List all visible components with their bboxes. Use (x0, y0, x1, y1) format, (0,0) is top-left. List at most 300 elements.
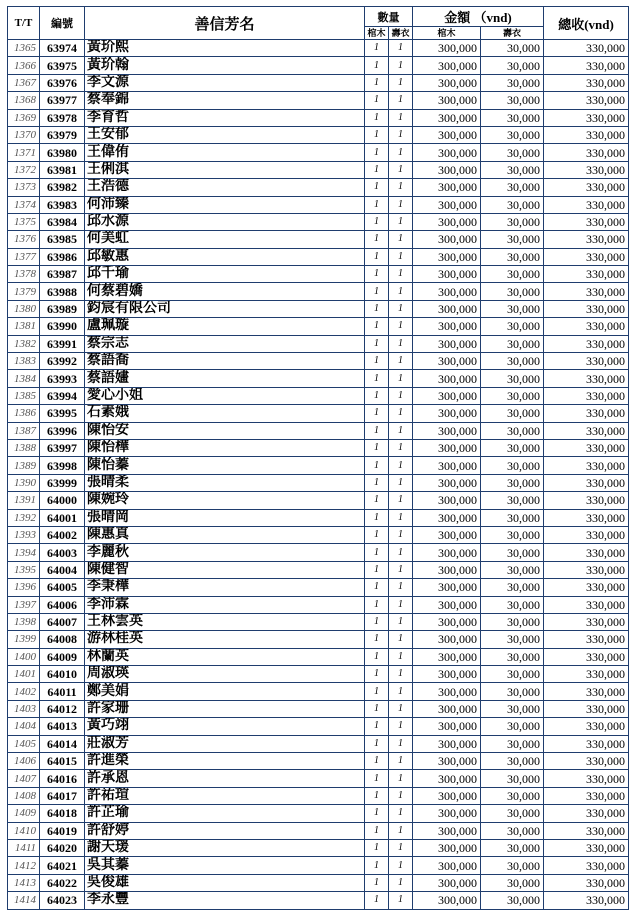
donor-name: 邱敏惠 (85, 248, 365, 265)
row-number: 1393 (8, 526, 40, 543)
total-amount: 330,000 (544, 457, 629, 474)
total-amount: 330,000 (544, 805, 629, 822)
quantity-coffin: 1 (365, 596, 389, 613)
row-number: 1369 (8, 109, 40, 126)
amount-coffin: 300,000 (413, 422, 481, 439)
amount-shroud: 30,000 (481, 544, 544, 561)
donor-name: 陳怡蓁 (85, 457, 365, 474)
row-number: 1383 (8, 353, 40, 370)
total-amount: 330,000 (544, 666, 629, 683)
donor-name: 許芷瑜 (85, 805, 365, 822)
quantity-coffin: 1 (365, 526, 389, 543)
header-tt: T/T (8, 7, 40, 40)
total-amount: 330,000 (544, 892, 629, 909)
row-number: 1384 (8, 370, 40, 387)
row-number: 1404 (8, 718, 40, 735)
amount-coffin: 300,000 (413, 596, 481, 613)
total-amount: 330,000 (544, 109, 629, 126)
table-row (8, 700, 629, 717)
table-row (8, 822, 629, 839)
amount-coffin: 300,000 (413, 126, 481, 143)
quantity-shroud: 1 (389, 596, 413, 613)
amount-coffin: 300,000 (413, 805, 481, 822)
donor-code: 64017 (40, 787, 85, 804)
table-row (8, 718, 629, 735)
table-row (8, 266, 629, 283)
quantity-coffin: 1 (365, 405, 389, 422)
quantity-shroud: 1 (389, 405, 413, 422)
quantity-coffin: 1 (365, 892, 389, 909)
donor-name: 許家珊 (85, 700, 365, 717)
quantity-coffin: 1 (365, 613, 389, 630)
row-number: 1370 (8, 126, 40, 143)
total-amount: 330,000 (544, 266, 629, 283)
amount-shroud: 30,000 (481, 126, 544, 143)
donor-code: 64015 (40, 753, 85, 770)
amount-shroud: 30,000 (481, 735, 544, 752)
row-number: 1373 (8, 179, 40, 196)
total-amount: 330,000 (544, 92, 629, 109)
quantity-coffin: 1 (365, 787, 389, 804)
amount-coffin: 300,000 (413, 387, 481, 404)
table-row (8, 596, 629, 613)
total-amount: 330,000 (544, 439, 629, 456)
amount-coffin: 300,000 (413, 439, 481, 456)
amount-shroud: 30,000 (481, 561, 544, 578)
donor-name: 蔡語喬 (85, 353, 365, 370)
total-amount: 330,000 (544, 387, 629, 404)
donor-name: 吳俊雄 (85, 874, 365, 891)
row-number: 1414 (8, 892, 40, 909)
donor-code: 64014 (40, 735, 85, 752)
amount-shroud: 30,000 (481, 161, 544, 178)
donor-code: 63977 (40, 92, 85, 109)
table-row (8, 631, 629, 648)
table-row (8, 405, 629, 422)
quantity-coffin: 1 (365, 40, 389, 57)
amount-shroud: 30,000 (481, 700, 544, 717)
donor-code: 63990 (40, 318, 85, 335)
donor-name: 陳婉玲 (85, 492, 365, 509)
amount-coffin: 300,000 (413, 874, 481, 891)
quantity-coffin: 1 (365, 74, 389, 91)
amount-coffin: 300,000 (413, 683, 481, 700)
donor-name: 莊淑芳 (85, 735, 365, 752)
row-number: 1409 (8, 805, 40, 822)
quantity-shroud: 1 (389, 561, 413, 578)
donor-code: 63975 (40, 57, 85, 74)
quantity-shroud: 1 (389, 666, 413, 683)
amount-coffin: 300,000 (413, 700, 481, 717)
total-amount: 330,000 (544, 857, 629, 874)
quantity-shroud: 1 (389, 266, 413, 283)
table-row (8, 370, 629, 387)
row-number: 1375 (8, 213, 40, 230)
amount-shroud: 30,000 (481, 353, 544, 370)
amount-coffin: 300,000 (413, 161, 481, 178)
row-number: 1411 (8, 839, 40, 856)
donor-name: 王俐淇 (85, 161, 365, 178)
row-number: 1374 (8, 196, 40, 213)
row-number: 1366 (8, 57, 40, 74)
amount-coffin: 300,000 (413, 74, 481, 91)
table-row (8, 874, 629, 891)
row-number: 1401 (8, 666, 40, 683)
row-number: 1408 (8, 787, 40, 804)
donor-name: 王林雲英 (85, 613, 365, 630)
quantity-shroud: 1 (389, 144, 413, 161)
table-row (8, 74, 629, 91)
amount-coffin: 300,000 (413, 40, 481, 57)
amount-shroud: 30,000 (481, 509, 544, 526)
total-amount: 330,000 (544, 787, 629, 804)
amount-shroud: 30,000 (481, 874, 544, 891)
row-number: 1365 (8, 40, 40, 57)
total-amount: 330,000 (544, 509, 629, 526)
total-amount: 330,000 (544, 126, 629, 143)
header-amount-shroud: 壽衣 (481, 27, 544, 40)
total-amount: 330,000 (544, 700, 629, 717)
donor-code: 63998 (40, 457, 85, 474)
header-code: 編號 (40, 7, 85, 40)
table-row (8, 753, 629, 770)
row-number: 1406 (8, 753, 40, 770)
amount-coffin: 300,000 (413, 300, 481, 317)
quantity-shroud: 1 (389, 526, 413, 543)
amount-coffin: 300,000 (413, 492, 481, 509)
amount-shroud: 30,000 (481, 596, 544, 613)
quantity-coffin: 1 (365, 387, 389, 404)
quantity-coffin: 1 (365, 213, 389, 230)
amount-coffin: 300,000 (413, 405, 481, 422)
amount-shroud: 30,000 (481, 318, 544, 335)
table-row (8, 770, 629, 787)
quantity-shroud: 1 (389, 770, 413, 787)
donor-code: 64008 (40, 631, 85, 648)
header-qty-shroud: 壽衣 (389, 27, 413, 40)
donor-name: 許祐瑄 (85, 787, 365, 804)
row-number: 1395 (8, 561, 40, 578)
donor-name: 許舒婷 (85, 822, 365, 839)
amount-coffin: 300,000 (413, 857, 481, 874)
donor-table (7, 6, 629, 910)
amount-coffin: 300,000 (413, 735, 481, 752)
quantity-coffin: 1 (365, 631, 389, 648)
quantity-coffin: 1 (365, 335, 389, 352)
row-number: 1392 (8, 509, 40, 526)
donor-name: 吳其蓁 (85, 857, 365, 874)
donor-code: 64023 (40, 892, 85, 909)
quantity-shroud: 1 (389, 231, 413, 248)
quantity-shroud: 1 (389, 318, 413, 335)
amount-shroud: 30,000 (481, 144, 544, 161)
quantity-shroud: 1 (389, 892, 413, 909)
quantity-shroud: 1 (389, 353, 413, 370)
amount-coffin: 300,000 (413, 892, 481, 909)
donor-code: 63992 (40, 353, 85, 370)
donor-code: 63984 (40, 213, 85, 230)
quantity-coffin: 1 (365, 874, 389, 891)
amount-shroud: 30,000 (481, 179, 544, 196)
amount-coffin: 300,000 (413, 648, 481, 665)
total-amount: 330,000 (544, 283, 629, 300)
quantity-coffin: 1 (365, 561, 389, 578)
quantity-shroud: 1 (389, 648, 413, 665)
amount-coffin: 300,000 (413, 509, 481, 526)
row-number: 1412 (8, 857, 40, 874)
table-header (8, 7, 629, 40)
row-number: 1387 (8, 422, 40, 439)
quantity-coffin: 1 (365, 196, 389, 213)
quantity-shroud: 1 (389, 544, 413, 561)
row-number: 1407 (8, 770, 40, 787)
donor-name: 陳惠真 (85, 526, 365, 543)
donor-name: 李秉樺 (85, 579, 365, 596)
quantity-shroud: 1 (389, 283, 413, 300)
amount-coffin: 300,000 (413, 370, 481, 387)
total-amount: 330,000 (544, 353, 629, 370)
donor-code: 64013 (40, 718, 85, 735)
amount-shroud: 30,000 (481, 196, 544, 213)
table-row (8, 439, 629, 456)
donor-name: 張晴岡 (85, 509, 365, 526)
total-amount: 330,000 (544, 492, 629, 509)
amount-shroud: 30,000 (481, 370, 544, 387)
donor-name: 陳怡安 (85, 422, 365, 439)
quantity-shroud: 1 (389, 874, 413, 891)
quantity-shroud: 1 (389, 492, 413, 509)
amount-coffin: 300,000 (413, 474, 481, 491)
row-number: 1394 (8, 544, 40, 561)
amount-coffin: 300,000 (413, 787, 481, 804)
total-amount: 330,000 (544, 405, 629, 422)
total-amount: 330,000 (544, 40, 629, 57)
donor-name: 許進榮 (85, 753, 365, 770)
table-row (8, 544, 629, 561)
donor-name: 謝天瑗 (85, 839, 365, 856)
amount-shroud: 30,000 (481, 526, 544, 543)
quantity-coffin: 1 (365, 370, 389, 387)
header-name: 善信芳名 (85, 7, 365, 40)
amount-coffin: 300,000 (413, 718, 481, 735)
donor-name: 邱千瑜 (85, 266, 365, 283)
total-amount: 330,000 (544, 631, 629, 648)
quantity-shroud: 1 (389, 457, 413, 474)
table-row (8, 353, 629, 370)
row-number: 1410 (8, 822, 40, 839)
total-amount: 330,000 (544, 74, 629, 91)
total-amount: 330,000 (544, 683, 629, 700)
donor-code: 64001 (40, 509, 85, 526)
table-row (8, 839, 629, 856)
amount-shroud: 30,000 (481, 422, 544, 439)
quantity-coffin: 1 (365, 735, 389, 752)
row-number: 1388 (8, 439, 40, 456)
table-row (8, 109, 629, 126)
quantity-coffin: 1 (365, 718, 389, 735)
amount-shroud: 30,000 (481, 839, 544, 856)
row-number: 1391 (8, 492, 40, 509)
quantity-shroud: 1 (389, 196, 413, 213)
donor-code: 63985 (40, 231, 85, 248)
donor-code: 64009 (40, 648, 85, 665)
quantity-shroud: 1 (389, 161, 413, 178)
amount-coffin: 300,000 (413, 283, 481, 300)
quantity-coffin: 1 (365, 126, 389, 143)
table-row (8, 787, 629, 804)
total-amount: 330,000 (544, 318, 629, 335)
quantity-shroud: 1 (389, 613, 413, 630)
total-amount: 330,000 (544, 648, 629, 665)
quantity-coffin: 1 (365, 822, 389, 839)
amount-coffin: 300,000 (413, 57, 481, 74)
total-amount: 330,000 (544, 579, 629, 596)
amount-shroud: 30,000 (481, 683, 544, 700)
row-number: 1376 (8, 231, 40, 248)
amount-coffin: 300,000 (413, 353, 481, 370)
amount-coffin: 300,000 (413, 839, 481, 856)
total-amount: 330,000 (544, 335, 629, 352)
donor-code: 63987 (40, 266, 85, 283)
donor-code: 63981 (40, 161, 85, 178)
table-row (8, 683, 629, 700)
amount-shroud: 30,000 (481, 57, 544, 74)
row-number: 1390 (8, 474, 40, 491)
table-row (8, 231, 629, 248)
donor-name: 王偉侑 (85, 144, 365, 161)
amount-shroud: 30,000 (481, 822, 544, 839)
quantity-coffin: 1 (365, 648, 389, 665)
header-amount: 金額 （vnd) (413, 7, 544, 27)
total-amount: 330,000 (544, 770, 629, 787)
quantity-shroud: 1 (389, 787, 413, 804)
quantity-shroud: 1 (389, 683, 413, 700)
amount-shroud: 30,000 (481, 857, 544, 874)
quantity-shroud: 1 (389, 335, 413, 352)
amount-shroud: 30,000 (481, 474, 544, 491)
donor-code: 63983 (40, 196, 85, 213)
donor-name: 游林桂英 (85, 631, 365, 648)
donor-name: 林蘭英 (85, 648, 365, 665)
amount-shroud: 30,000 (481, 283, 544, 300)
table-row (8, 526, 629, 543)
quantity-shroud: 1 (389, 509, 413, 526)
donor-name: 李文源 (85, 74, 365, 91)
amount-coffin: 300,000 (413, 631, 481, 648)
donor-name: 王浩德 (85, 179, 365, 196)
amount-shroud: 30,000 (481, 40, 544, 57)
donor-name: 何美虹 (85, 231, 365, 248)
amount-shroud: 30,000 (481, 335, 544, 352)
amount-coffin: 300,000 (413, 213, 481, 230)
amount-coffin: 300,000 (413, 666, 481, 683)
donor-code: 64006 (40, 596, 85, 613)
table-row (8, 666, 629, 683)
donor-name: 鄭美娟 (85, 683, 365, 700)
quantity-coffin: 1 (365, 857, 389, 874)
table-row (8, 179, 629, 196)
table-row (8, 300, 629, 317)
quantity-shroud: 1 (389, 822, 413, 839)
amount-shroud: 30,000 (481, 300, 544, 317)
row-number: 1386 (8, 405, 40, 422)
donor-code: 64004 (40, 561, 85, 578)
amount-shroud: 30,000 (481, 666, 544, 683)
row-number: 1372 (8, 161, 40, 178)
amount-shroud: 30,000 (481, 405, 544, 422)
quantity-shroud: 1 (389, 422, 413, 439)
donor-code: 63980 (40, 144, 85, 161)
quantity-coffin: 1 (365, 300, 389, 317)
row-number: 1403 (8, 700, 40, 717)
table-row (8, 248, 629, 265)
quantity-coffin: 1 (365, 474, 389, 491)
row-number: 1385 (8, 387, 40, 404)
donor-name: 陳健智 (85, 561, 365, 578)
quantity-shroud: 1 (389, 300, 413, 317)
quantity-coffin: 1 (365, 179, 389, 196)
total-amount: 330,000 (544, 544, 629, 561)
quantity-shroud: 1 (389, 57, 413, 74)
total-amount: 330,000 (544, 561, 629, 578)
donor-code: 64021 (40, 857, 85, 874)
row-number: 1379 (8, 283, 40, 300)
quantity-shroud: 1 (389, 74, 413, 91)
table-row (8, 735, 629, 752)
amount-coffin: 300,000 (413, 579, 481, 596)
amount-shroud: 30,000 (481, 753, 544, 770)
donor-code: 63976 (40, 74, 85, 91)
quantity-coffin: 1 (365, 422, 389, 439)
table-row (8, 857, 629, 874)
amount-shroud: 30,000 (481, 387, 544, 404)
quantity-coffin: 1 (365, 700, 389, 717)
donor-code: 64010 (40, 666, 85, 683)
total-amount: 330,000 (544, 718, 629, 735)
quantity-shroud: 1 (389, 40, 413, 57)
total-amount: 330,000 (544, 179, 629, 196)
row-number: 1381 (8, 318, 40, 335)
donor-name: 盧珮璇 (85, 318, 365, 335)
quantity-shroud: 1 (389, 839, 413, 856)
table-row (8, 335, 629, 352)
quantity-coffin: 1 (365, 161, 389, 178)
quantity-coffin: 1 (365, 318, 389, 335)
quantity-coffin: 1 (365, 770, 389, 787)
total-amount: 330,000 (544, 613, 629, 630)
table-row (8, 561, 629, 578)
donor-name: 黃玠熙 (85, 40, 365, 57)
row-number: 1378 (8, 266, 40, 283)
table-row (8, 457, 629, 474)
total-amount: 330,000 (544, 231, 629, 248)
donor-code: 64000 (40, 492, 85, 509)
table-row (8, 579, 629, 596)
amount-coffin: 300,000 (413, 92, 481, 109)
amount-coffin: 300,000 (413, 526, 481, 543)
quantity-shroud: 1 (389, 109, 413, 126)
quantity-coffin: 1 (365, 353, 389, 370)
donor-code: 63993 (40, 370, 85, 387)
donor-name: 黃玠翰 (85, 57, 365, 74)
total-amount: 330,000 (544, 248, 629, 265)
donor-name: 張晴柔 (85, 474, 365, 491)
donor-name: 愛心小姐 (85, 387, 365, 404)
quantity-shroud: 1 (389, 92, 413, 109)
donor-code: 63996 (40, 422, 85, 439)
quantity-coffin: 1 (365, 683, 389, 700)
donor-code: 64016 (40, 770, 85, 787)
